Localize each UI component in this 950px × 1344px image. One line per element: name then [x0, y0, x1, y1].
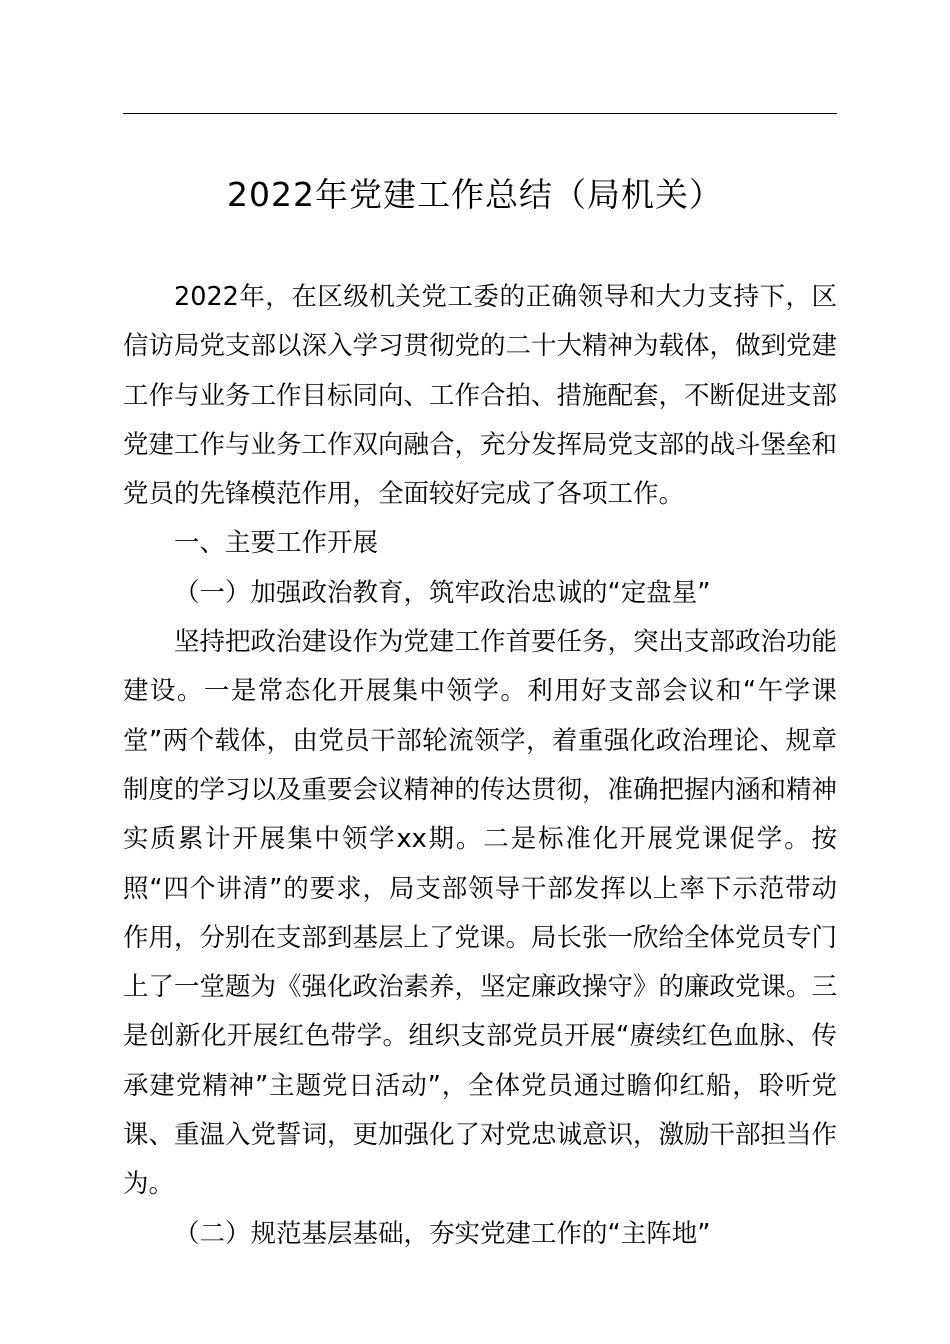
document-body — [123, 273, 837, 1259]
subsection-heading-grassroots: （二）规范基层基础，夯实党建工作的“主阵地” — [174, 1218, 711, 1249]
section-heading-main-work: 一、主要工作开展 — [174, 528, 379, 559]
intro-paragraph: 2022年，在区级机关党工委的正确领导和大力支持下，区信访局党支部以深入学习贯彻党的二十大精神为载体，做到党建工作与业务工作目标同向、工作合拍、措施配套，不断促进支部党建工作与业务工作双向融合，充分发挥局党支部的战斗堡垒和党员的先锋模范作用，全面较好完成了各项工作。 — [123, 282, 838, 510]
document-title: 2022年党建工作总结（局机关） — [227, 175, 723, 214]
header-rule — [123, 113, 837, 114]
political-education-paragraph: 坚持把政治建设作为党建工作首要任务，突出支部政治功能建设。一是常态化开展集中领学。利用好支部会议和“午学课堂”两个载体，由党员干部轮流领学，着重强化政治理论、规章制度的学习以及重要会议精神的传达贯彻，准确把握内涵和精神实质累计开展集中领学xx期。二是标准化开展党课促学。按照“四个讲清”的要求，局支部领导干部发挥以上率下示范带动作用，分别在支部到基层上了党课。局长张一欣给全体党员专门上了一堂题为《强化政治素养，坚定廉政操守》的廉政党课。三是创新化开展红色带学。组织支部党员开展“赓续红色血脉、传承建党精神”主题党日活动”，全体党员通过瞻仰红船，聆听党课、重温入党誓词，更加强化了对党忠诚意识，激励干部担当作为。 — [123, 627, 838, 1200]
subsection-heading-political-education: （一）加强政治教育，筑牢政治忠诚的“定盘星” — [174, 577, 711, 608]
